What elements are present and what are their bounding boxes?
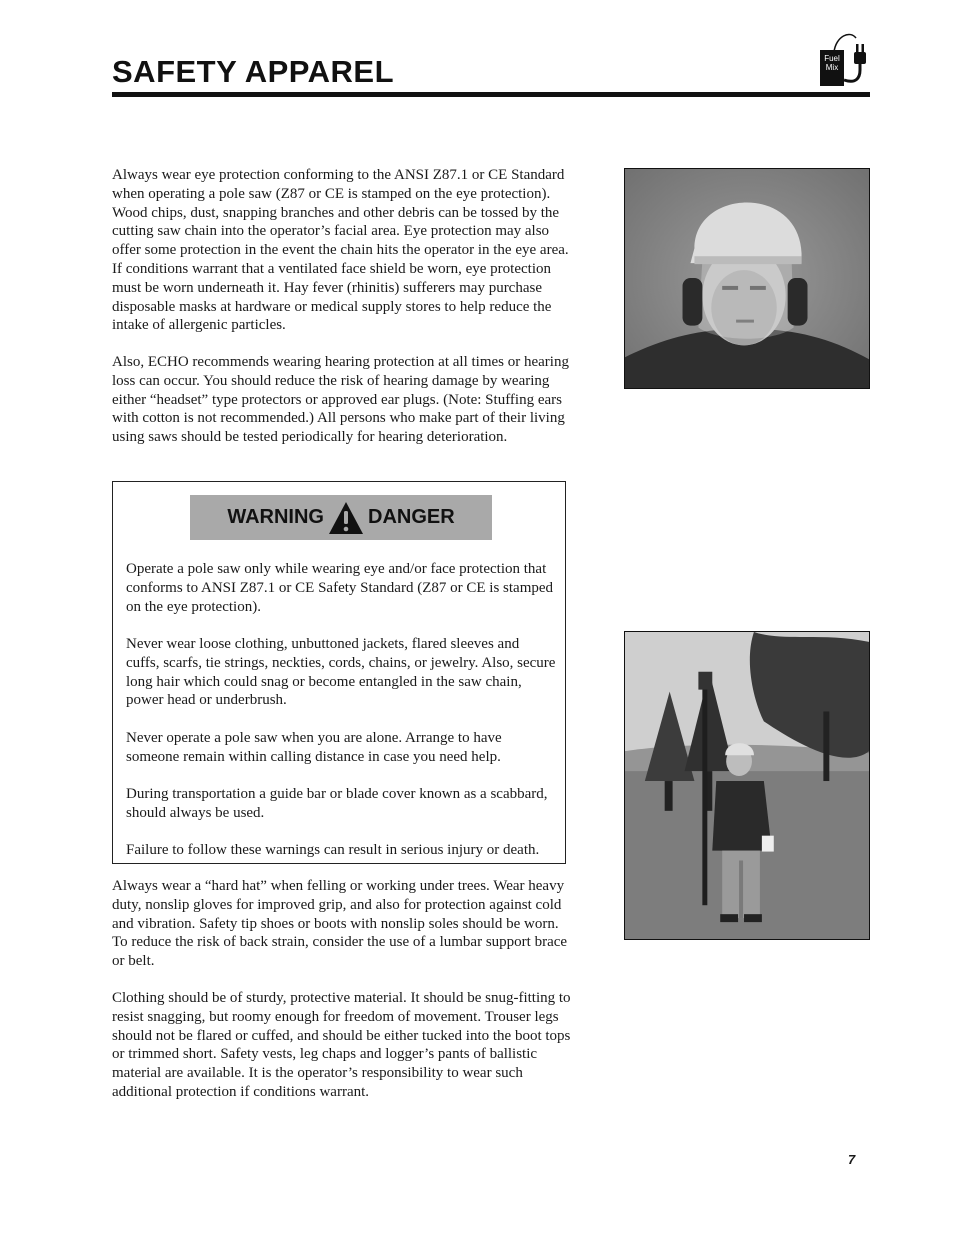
title-rule <box>112 92 870 97</box>
warning-item-consequence: Failure to follow these warnings can result in serious injury or death. <box>126 842 540 858</box>
warning-item-scabbard: During transportation a guide bar or blade cover known as a scabbard, should always be used. <box>126 786 548 821</box>
warning-danger-banner <box>190 495 492 540</box>
helmet-face-shield-photo <box>624 168 870 389</box>
warning-box <box>112 481 566 864</box>
warning-item-not-alone: Never operate a pole saw when you are alone. Arrange to have someone remain within calling distance in case you need help. <box>126 730 502 765</box>
warning-triangle-icon <box>328 501 364 535</box>
warning-item-eye-protection: Operate a pole saw only while wearing eye and/or face protection that conforms to ANSI Z87.1 or CE Safety Standard (Z87 or CE is stamped on the eye protection). <box>126 561 554 615</box>
pole-saw-operator-photo <box>624 631 870 940</box>
warning-label: WARNING <box>227 506 324 528</box>
eye-protection-paragraph: Always wear eye protection conforming to the ANSI Z87.1 or CE Standard when operating a pole saw (Z87 or CE is stamped on the eye protection). Wood chips, dust, snapping branches and other debris can be tossed by the cutting saw chain into the operator’s facial area. Eye protection may also offer some protection in the event the chain hits the operator in the eye area. If conditions warrant that a ventilated face shield be worn, eye protection must be worn underneath it. Hay fever (rhinitis) sufferers may purchase disposable masks at hardware or medical supply stores to help reduce the intake of allergenic particles. <box>112 167 569 334</box>
danger-label: DANGER <box>368 506 455 528</box>
fuel-mix-label: Fuel Mix <box>824 54 840 72</box>
hard-hat-paragraph: Always wear a “hard hat” when felling or working under trees. Wear heavy duty, nonslip gloves for improved grip, and also for protection against cold and vibration. Safety tip shoes or boots with nonslip soles should be worn. To reduce the risk of back strain, consider the use of a lumbar support brace or belt. <box>112 878 568 970</box>
warning-item-loose-clothing: Never wear loose clothing, unbuttoned jackets, flared sleeves and cuffs, scarfs, tie strings, neckties, cords, chains, or jewelry. Also, secure long hair which could snag or become entangled in the saw chain, power head or underbrush. <box>126 636 556 709</box>
page-title: SAFETY APPAREL <box>112 54 395 89</box>
clothing-paragraph: Clothing should be of sturdy, protective material. It should be snug-fitting to resist snagging, but roomy enough for freedom of movement. Trouser legs should not be flared or cuffed, and should be either tucked into the boot tops or trimmed short. Safety vests, leg chaps and logger’s pants of ballistic material are available. It is the operator’s responsibility to wear such additional protection if conditions warrant. <box>112 990 571 1100</box>
hearing-protection-paragraph: Also, ECHO recommends wearing hearing protection at all times or hearing loss can occur. You should reduce the risk of hearing damage by wearing either “headset” type protectors or approved ear plugs. (Note: Stuffing ears with cotton is not recommended.) All persons who make part of their living using saws should be tested periodically for hearing deterioration. <box>112 354 569 446</box>
page-number: 7 <box>848 1152 856 1167</box>
